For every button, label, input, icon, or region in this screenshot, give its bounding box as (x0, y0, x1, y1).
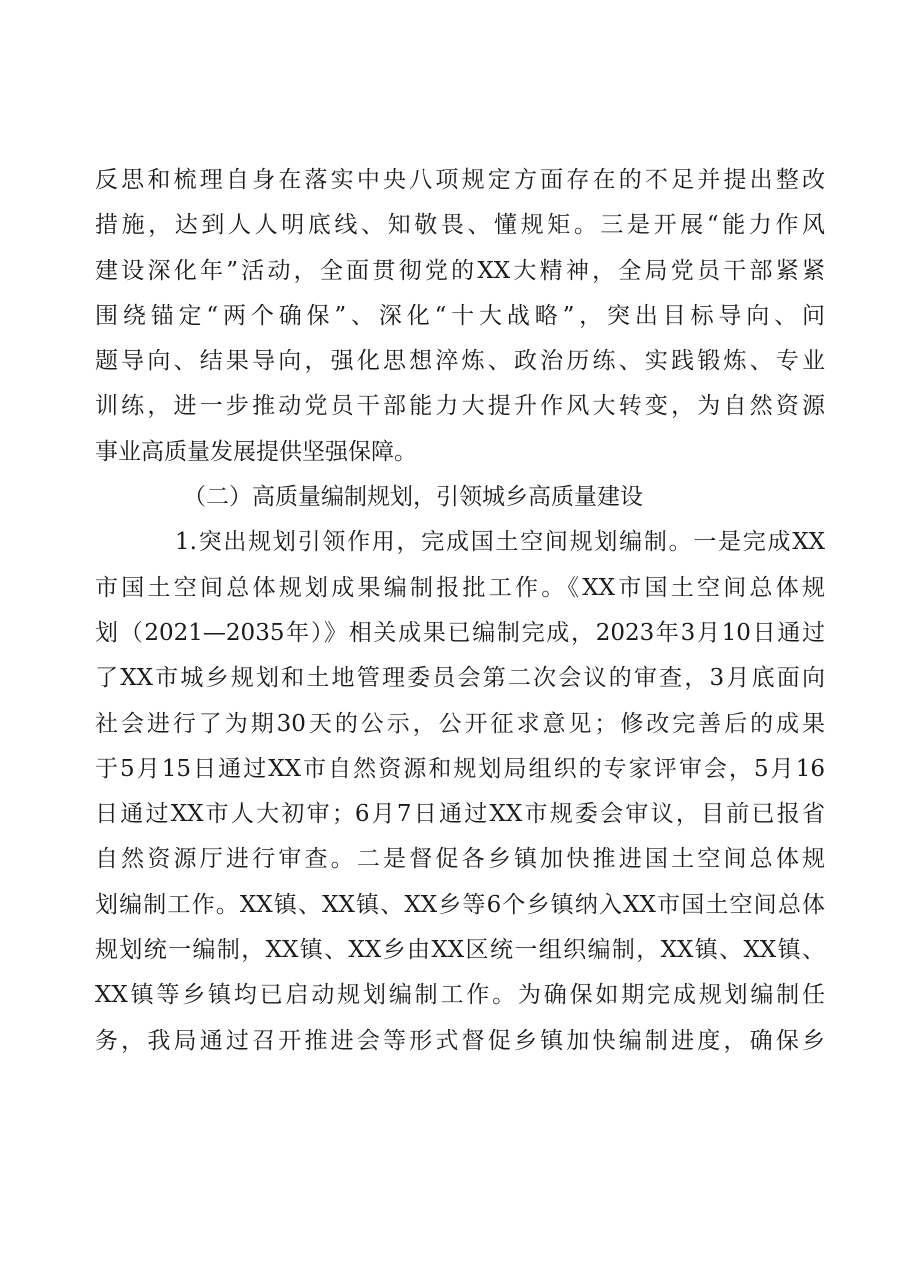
document-body (95, 158, 825, 1064)
paragraph-2-line-1: 1.突出规划引领作用，完成国土空间规划编制。一是完成XX (175, 529, 825, 556)
paragraph-2-line-3: 划（2021—2035年）》相关成果已编制完成，2023年3月10日通过 (95, 619, 825, 646)
paragraph-2-line-5: 社会进行了为期30天的公示，公开征求意见；修改完善后的成果 (95, 710, 825, 737)
paragraph-1-line-6: 训练，进一步推动党员干部能力大提升作风大转变，为自然资源 (95, 393, 825, 420)
paragraph-2-line-8: 自然资源厅进行审查。二是督促各乡镇加快推进国土空间总体规 (95, 846, 825, 873)
paragraph-1-line-7: 事业高质量发展提供坚强保障。 (95, 438, 417, 465)
paragraph-2-line-10: 规划统一编制，XX镇、XX乡由XX区统一组织编制，XX镇、XX镇、 (95, 937, 825, 964)
paragraph-2-line-2: 市国土空间总体规划成果编制报批工作。《XX市国土空间总体规 (95, 574, 825, 601)
paragraph-2-line-6: 于5月15日通过XX市自然资源和规划局组织的专家评审会，5月16 (95, 755, 825, 782)
paragraph-2-line-11: XX镇等乡镇均已启动规划编制工作。为确保如期完成规划编制任 (95, 982, 825, 1009)
paragraph-1-line-2: 措施，达到人人明底线、知敬畏、懂规矩。三是开展“能力作风 (95, 212, 825, 239)
paragraph-1-line-3: 建设深化年”活动，全面贯彻党的XX大精神，全局党员干部紧紧 (95, 257, 825, 284)
paragraph-2-line-9: 划编制工作。XX镇、XX镇、XX乡等6个乡镇纳入XX市国土空间总体 (95, 891, 825, 918)
paragraph-1-line-1: 反思和梳理自身在落实中央八项规定方面存在的不足并提出整改 (95, 167, 825, 193)
paragraph-2-line-4: 了XX市城乡规划和土地管理委员会第二次会议的审查，3月底面向 (95, 665, 825, 692)
paragraph-2-line-12: 务，我局通过召开推进会等形式督促乡镇加快编制进度，确保乡 (95, 1027, 825, 1054)
section-heading: （二）高质量编制规划，引领城乡高质量建设 (183, 484, 643, 511)
paragraph-1-line-5: 题导向、结果导向，强化思想淬炼、政治历练、实践锻炼、专业 (95, 348, 825, 375)
paragraph-2-line-7: 日通过XX市人大初审；6月7日通过XX市规委会审议，目前已报省 (95, 801, 825, 828)
paragraph-1-line-4: 围绕锚定“两个确保”、深化“十大战略”，突出目标导向、问 (95, 302, 825, 329)
